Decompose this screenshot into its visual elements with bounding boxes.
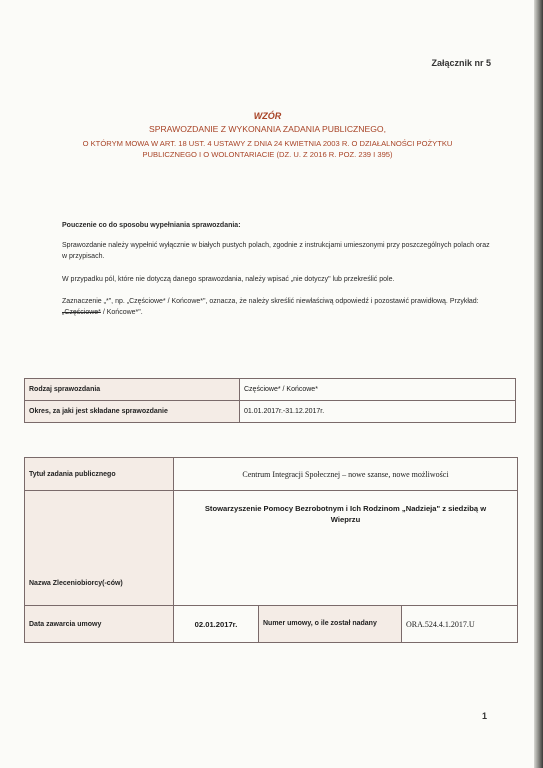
table-row (25, 379, 516, 401)
page-number: 1 (481, 711, 487, 721)
report-subtitle-line1: O KTÓRYM MOWA W ART. 18 UST. 4 USTAWY Z DNIA 24 KWIETNIA 2003 R. O DZIAŁALNOŚCI POŻYTKU (82, 139, 453, 148)
table-row (25, 401, 516, 423)
report-period-value[interactable]: 01.01.2017r.-31.12.2017r. (240, 401, 516, 423)
annex-label: Załącznik nr 5 (431, 58, 491, 68)
contract-date-value[interactable]: 02.01.2017r. (174, 606, 259, 643)
report-type-value[interactable]: Częściowe* / Końcowe* (240, 379, 516, 401)
instructions-paragraph-3-text: Zaznaczenie „*", np. „Częściowe* / Końcowe*", oznacza, że należy skreślić niewłaściwą odpowiedź i pozostawić prawidłową. Przykład: (62, 298, 479, 305)
table-row (25, 458, 518, 491)
instructions-paragraph-3-end: / Końcowe*". (100, 308, 143, 316)
report-subtitle-line2: PUBLICZNEGO I O WOLONTARIACIE (DZ. U. Z 2016 R. POZ. 239 I 395) (142, 150, 393, 159)
grantee-name-value[interactable]: Stowarzyszenie Pomocy Bezrobotnym i Ich Rodzinom „Nadzieja" z siedzibą w Wieprzu (174, 491, 518, 606)
report-period-label: Okres, za jaki jest składane sprawozdanie (25, 401, 240, 423)
contract-number-label: Numer umowy, o ile został nadany (259, 606, 402, 643)
instructions-heading: Pouczenie co do sposobu wypełniania sprawozdania: (62, 222, 241, 229)
report-title: SPRAWOZDANIE Z WYKONANIA ZADANIA PUBLICZNEGO, (149, 124, 386, 134)
instructions-paragraph-2: W przypadku pól, które nie dotyczą danego sprawozdania, należy wpisać „nie dotyczy" lub przekreślić pole. (62, 276, 395, 283)
task-info-table (24, 457, 518, 643)
table-row (25, 491, 518, 606)
template-label: WZÓR (253, 111, 282, 121)
contract-number-value[interactable]: ORA.524.4.1.2017.U (402, 606, 518, 643)
task-title-value[interactable]: Centrum Integracji Społecznej – nowe szanse, nowe możliwości (174, 458, 518, 491)
contract-date-label: Data zawarcia umowy (25, 606, 174, 643)
table-row (25, 606, 518, 643)
scan-edge-shadow (534, 0, 543, 768)
task-title-label: Tytuł zadania publicznego (25, 458, 174, 491)
instructions-strike-example: „Częściowe* (62, 308, 101, 316)
report-type-table (24, 378, 516, 423)
instructions-paragraph-3 (62, 297, 492, 318)
grantee-name-label: Nazwa Zleceniobiorcy(-ców) (25, 491, 174, 606)
instructions-paragraph-1: Sprawozdanie należy wypełnić wyłącznie w białych pustych polach, zgodnie z instrukcjami umieszonymi przy poszczególnych polach oraz w przypisach. (62, 242, 490, 260)
report-type-label: Rodzaj sprawozdania (25, 379, 240, 401)
